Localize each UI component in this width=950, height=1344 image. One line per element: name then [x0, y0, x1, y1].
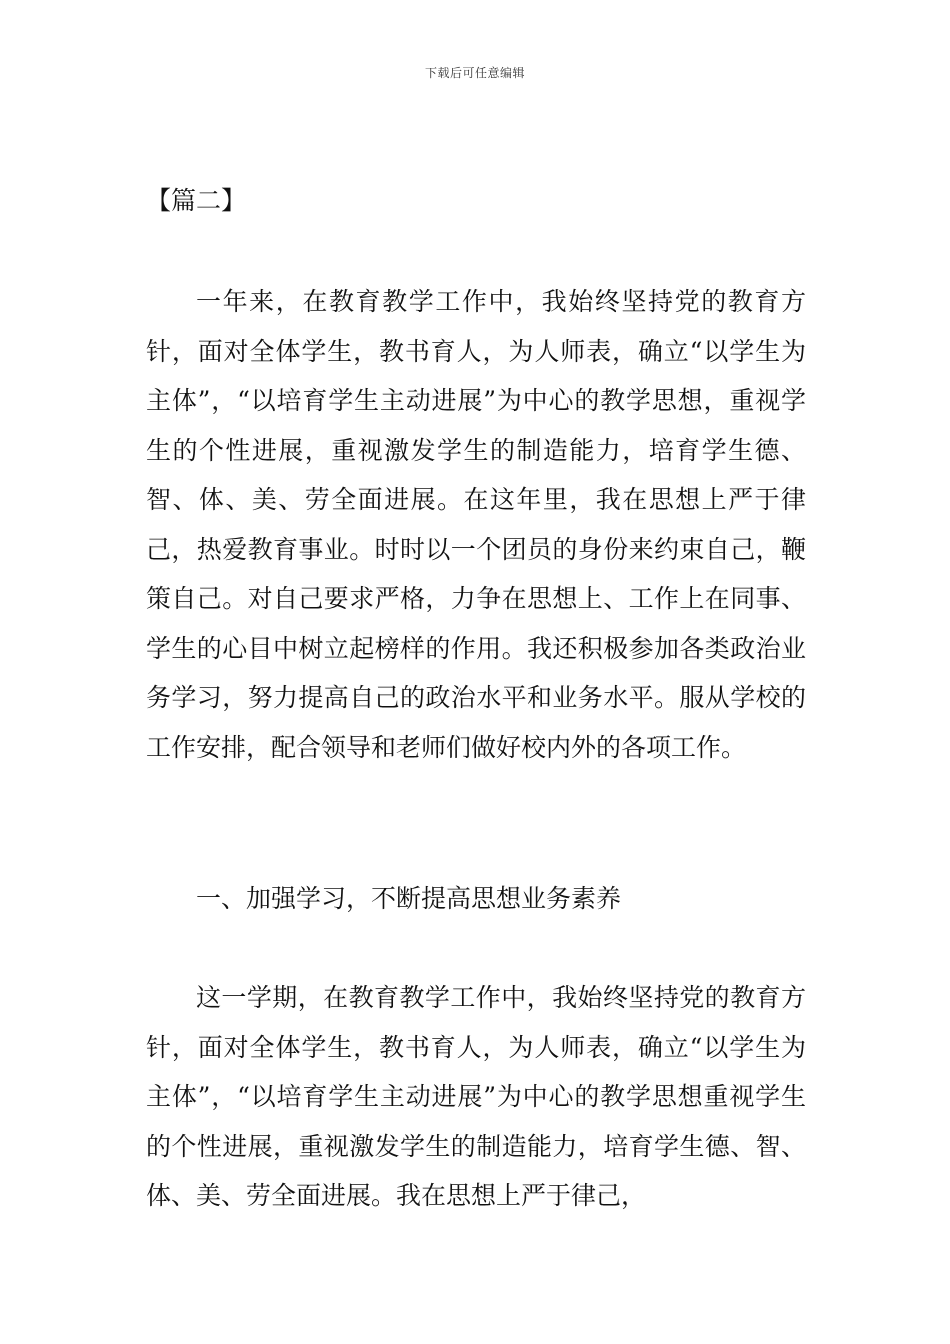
header-note: 下载后可任意编辑	[424, 66, 525, 80]
paragraph-2: 这一学期，在教育教学工作中，我始终坚持党的教育方针，面对全体学生，教书育人，为人师表，确立“以学生为主体”，“以培育学生主动进展”为中心的教学思想重视学生的个性进展，重视激发学生的制造能力，培育学生德、智、体、美、劳全面进展。我在思想上严于律己，	[146, 983, 806, 1210]
paragraph-1: 一年来，在教育教学工作中，我始终坚持党的教育方针，面对全体学生，教书育人，为人师表，确立“以学生为主体”，“以培育学生主动进展”为中心的教学思想，重视学生的个性进展，重视激发学生的制造能力，培育学生德、智、体、美、劳全面进展。在这年里，我在思想上严于律己，热爱教育事业。时时以一个团员的身份来约束自己，鞭策自己。对自己要求严格，力争在思想上、工作上在同事、学生的心目中树立起榜样的作用。我还积极参加各类政治业务学习，努力提高自己的政治水平和业务水平。服从学校的工作安排，配合领导和老师们做好校内外的各项工作。	[146, 287, 806, 762]
section-title: 【篇二】	[146, 186, 247, 215]
subheading: 一、加强学习，不断提高思想业务素养	[196, 884, 622, 913]
